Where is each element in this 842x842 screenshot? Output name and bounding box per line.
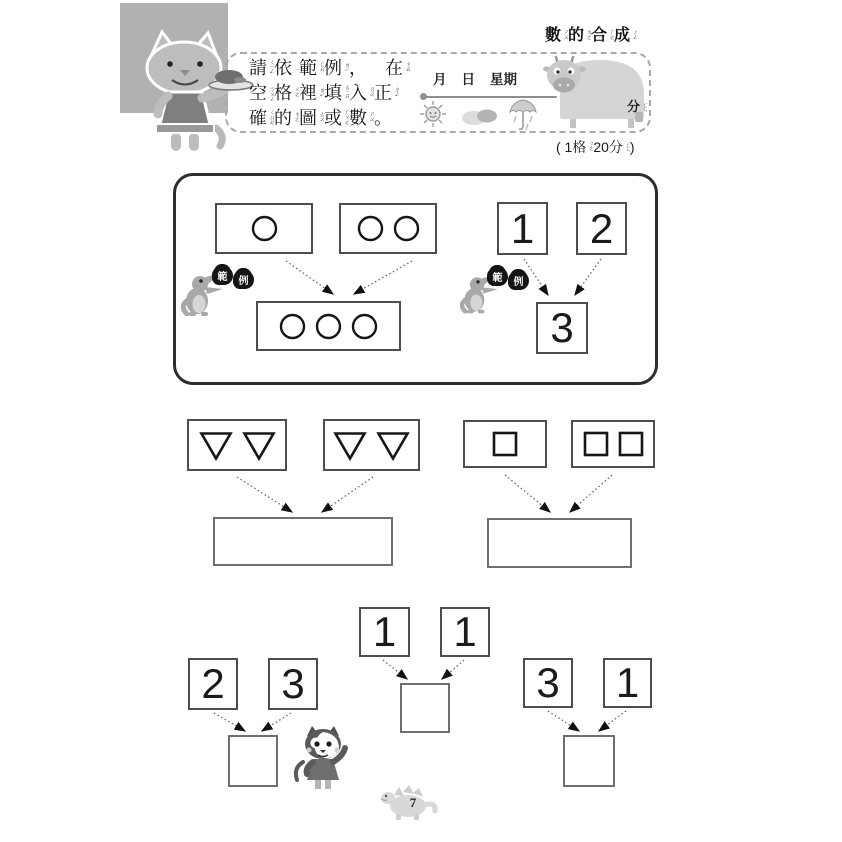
- ruby-char: 在 ㄗㄞˋ: [385, 58, 410, 78]
- instruction-text-line3: [249, 106, 392, 131]
- score-unit-label: [627, 99, 647, 117]
- triangle-addend1-box: [187, 419, 287, 471]
- dotted-arrow: [383, 660, 407, 679]
- two-three-addend2-box: [268, 658, 318, 710]
- three-one-addend2-box: [603, 658, 652, 708]
- example-badge-2: 例: [234, 269, 253, 289]
- ruby-char: 入 ㄖㄨˋ: [349, 83, 374, 103]
- umbrella-icon[interactable]: [508, 98, 538, 134]
- ones-addend2-box: [440, 607, 490, 657]
- dotted-arrow: [214, 713, 245, 731]
- ruby-char: 依 ㄧ: [274, 58, 299, 78]
- dotted-arrow: [237, 477, 292, 512]
- cloud-icon[interactable]: [461, 106, 499, 126]
- ruby-char: 。: [374, 108, 392, 128]
- ruby-char: 填 ㄊㄧㄢˊ: [324, 83, 349, 103]
- three-one-addend1-box: [523, 658, 573, 708]
- cow-mascot-icon: [542, 54, 652, 132]
- example-shape-sum-box: [256, 301, 401, 351]
- square-shape: [492, 431, 518, 457]
- ruby-char: 分 ㄈㄣ: [608, 139, 630, 155]
- date-labels: [433, 68, 517, 88]
- sun-icon[interactable]: [418, 99, 448, 129]
- ones-addend1-box: [359, 607, 410, 657]
- example-number-addend2-box: [576, 202, 627, 255]
- triangle-shape: [376, 430, 410, 461]
- ruby-char: 數 ㄕㄨˋ: [349, 108, 374, 128]
- square-shape: [583, 431, 609, 457]
- ruby-char: ( 1: [556, 139, 573, 155]
- scoring-note: [556, 138, 635, 156]
- month-label: 月: [433, 72, 447, 87]
- digit: 1: [453, 608, 477, 655]
- ruby-char: 請 ㄑㄧㄥˇ: [249, 58, 274, 78]
- digit: 2: [589, 204, 614, 252]
- three-one-answer-box[interactable]: [563, 735, 615, 787]
- square-shape: [618, 431, 644, 457]
- cat-mascot-icon: [128, 28, 260, 156]
- square-addend2-box: [571, 420, 655, 468]
- dotted-arrow: [262, 713, 291, 731]
- ruby-char: 格 ㄍㄜˊ: [274, 83, 299, 103]
- ruby-char: 或 ㄏㄨㄛˋ: [324, 108, 349, 129]
- page-number: 7: [409, 795, 417, 810]
- ruby-char: 成 ㄔㄥˊ: [614, 27, 638, 44]
- example-number-sum-box: [536, 302, 588, 354]
- example-badge-1: 範: [213, 265, 232, 285]
- ruby-char: 的 ㄉㄜ˙: [274, 108, 299, 128]
- weekday-label: 星期: [490, 72, 517, 87]
- digit: 3: [550, 304, 574, 351]
- ruby-char: 例 ㄌㄧˋ: [324, 58, 349, 78]
- page-title: [545, 26, 637, 46]
- circle-shape: [315, 313, 342, 340]
- circle-shape: [393, 215, 420, 242]
- ruby-char: 圖 ㄊㄨˊ: [299, 108, 324, 128]
- circle-shape: [251, 215, 278, 242]
- ones-answer-box[interactable]: [400, 683, 450, 733]
- two-three-addend1-box: [188, 658, 238, 710]
- dotted-arrow: [548, 711, 579, 731]
- digit: 1: [372, 608, 397, 655]
- triangle-shape: [333, 430, 367, 461]
- ruby-char: 數 ㄕㄨˋ: [545, 27, 569, 44]
- ruby-char: [367, 56, 385, 81]
- digit: 3: [281, 660, 305, 707]
- two-three-answer-box[interactable]: [228, 735, 278, 787]
- triangle-answer-box[interactable]: [213, 517, 393, 566]
- ruby-char: 裡 ㄌㄧˇ: [299, 83, 324, 103]
- circle-shape: [279, 313, 306, 340]
- dotted-arrow: [599, 711, 626, 731]
- example-shape-addend1-box: [215, 203, 313, 254]
- ruby-char: ，: [349, 58, 367, 78]
- dotted-arrow: [322, 477, 373, 512]
- ruby-char: 範 ㄈㄢˋ: [299, 58, 324, 78]
- digit: 1: [510, 204, 535, 252]
- ruby-char: 空 ㄎㄨㄥ: [249, 83, 274, 103]
- example-badge-3: 範: [488, 266, 507, 286]
- ruby-char: 的 ㄉㄜ˙: [568, 27, 592, 44]
- square-answer-box[interactable]: [487, 518, 632, 568]
- dotted-arrow: [570, 475, 612, 512]
- ruby-char: 分 ㄈㄣ: [627, 99, 648, 114]
- ruby-char: 格 ㄍㄜˊ: [572, 139, 594, 155]
- ruby-char: 20: [593, 139, 609, 155]
- triangle-addend2-box: [323, 419, 420, 471]
- ruby-char: 合 ㄏㄜˊ: [591, 27, 615, 44]
- digit: 1: [615, 659, 640, 706]
- cat-mascot-icon-2: [293, 724, 351, 790]
- dotted-arrow: [442, 660, 464, 679]
- example-badge-4: 例: [509, 270, 528, 290]
- triangle-shape: [199, 430, 233, 461]
- example-shape-addend2-box: [339, 203, 437, 254]
- digit: 2: [201, 660, 225, 707]
- triangle-shape: [242, 430, 276, 461]
- dotted-arrow: [505, 475, 550, 512]
- ruby-char: ): [629, 139, 635, 155]
- circle-shape: [351, 313, 378, 340]
- circle-shape: [357, 215, 384, 242]
- day-label: 日: [461, 72, 475, 87]
- example-number-addend1-box: [497, 202, 548, 255]
- digit: 3: [536, 659, 560, 706]
- square-addend1-box: [463, 420, 547, 468]
- ruby-char: 正 ㄓㄥˋ: [374, 83, 399, 103]
- instruction-text-line2: [249, 81, 399, 106]
- instruction-text-line1: [249, 56, 410, 81]
- ruby-char: 確 ㄑㄩㄝˋ: [249, 108, 274, 129]
